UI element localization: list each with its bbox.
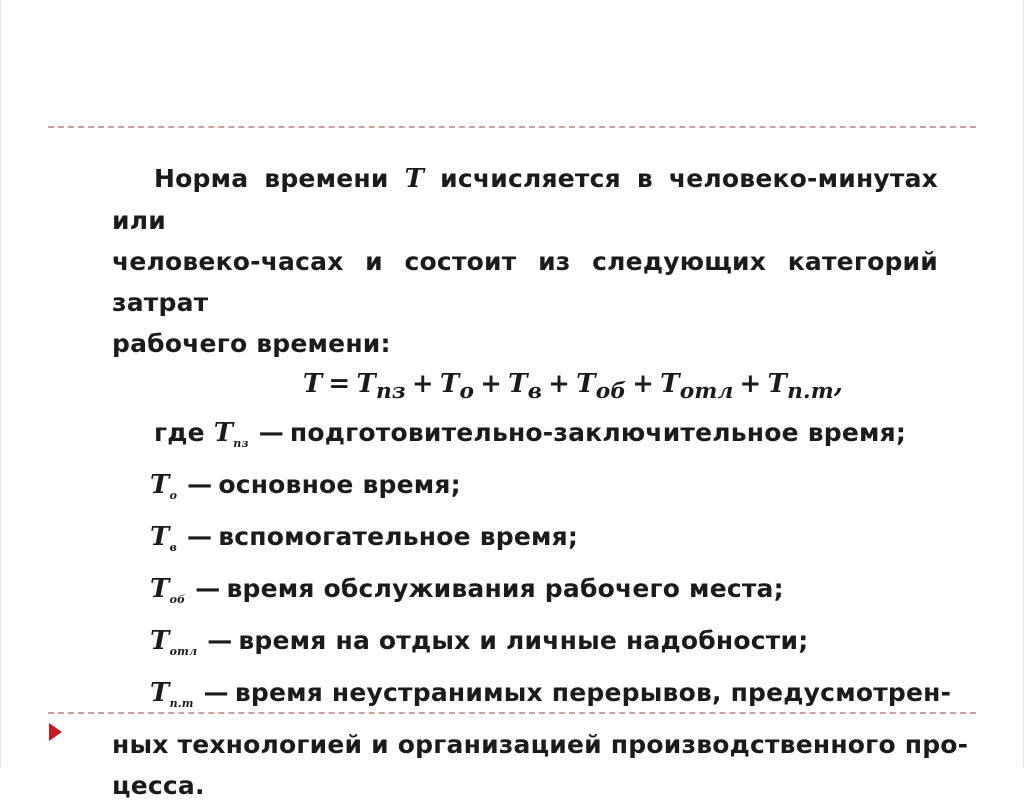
formula-plus: + (739, 369, 762, 399)
intro-text-1b: исчисляется в человеко-минутах или (112, 164, 939, 235)
definition-dash: — (195, 574, 221, 604)
formula-plus: + (632, 369, 655, 399)
formula-term: $T_{п.т}$ (767, 369, 834, 405)
definition-text: время неустранимых перерывов, предусмотрен- (234, 678, 952, 708)
definition-text: время на отдых и личные надобности; (238, 626, 809, 656)
formula (112, 364, 938, 412)
definition-dash: — (207, 626, 233, 656)
definition-row (112, 672, 952, 724)
definition-symbol: $T_{пз}$ (213, 418, 249, 451)
definition-dash: — (258, 418, 284, 448)
definition-prefix: где (154, 418, 205, 448)
symbol-t: T (404, 164, 425, 194)
formula-equals: = (328, 369, 351, 399)
formula-plus: + (548, 369, 571, 399)
definition-symbol: $T_о$ (150, 470, 178, 503)
definition-row (112, 568, 938, 620)
definition-symbol: $T_{отл}$ (150, 626, 198, 659)
continuation-line: ных технологией и организацией производственного про- (112, 730, 969, 760)
definition-row (112, 464, 938, 516)
formula-end: , (833, 369, 844, 399)
definition-dash: — (203, 678, 229, 708)
continuation-line: цесса. (112, 771, 205, 801)
text-block (112, 158, 969, 806)
definition-symbol: $T_{п.т}$ (150, 678, 194, 711)
formula-term: $T_{отл}$ (660, 369, 734, 405)
formula-plus: + (411, 369, 434, 399)
definition-symbol: $T_в$ (150, 522, 177, 555)
formula-term: $T_в$ (508, 369, 543, 405)
intro-line-1 (112, 158, 938, 241)
definition-symbol: $T_{об}$ (150, 574, 186, 607)
definition-text: подготовительно-заключительное время; (289, 418, 907, 448)
definition-dash: — (187, 470, 213, 500)
definition-row (112, 412, 938, 464)
intro-line-3: рабочего времени: (112, 329, 391, 358)
top-divider (48, 126, 976, 128)
formula-term: $T_о$ (439, 369, 475, 405)
definition-text: основное время; (218, 470, 461, 500)
bottom-divider (48, 712, 976, 714)
definition-row (112, 516, 938, 568)
definition-text: вспомогательное время; (218, 522, 579, 552)
definition-row (112, 620, 938, 672)
slide-marker-triangle-icon (49, 723, 62, 741)
definition-text: время обслуживания рабочего места; (226, 574, 784, 604)
formula-term: $T_{пз}$ (356, 369, 406, 405)
formula-term: $T_{об}$ (576, 369, 627, 405)
definition-dash: — (187, 522, 213, 552)
intro-text-1a: Норма времени (154, 164, 389, 193)
formula-plus: + (480, 369, 503, 399)
intro-line-2: человеко-часах и состоит из следующих категорий затрат (112, 247, 938, 317)
formula-lhs: T (302, 369, 323, 399)
